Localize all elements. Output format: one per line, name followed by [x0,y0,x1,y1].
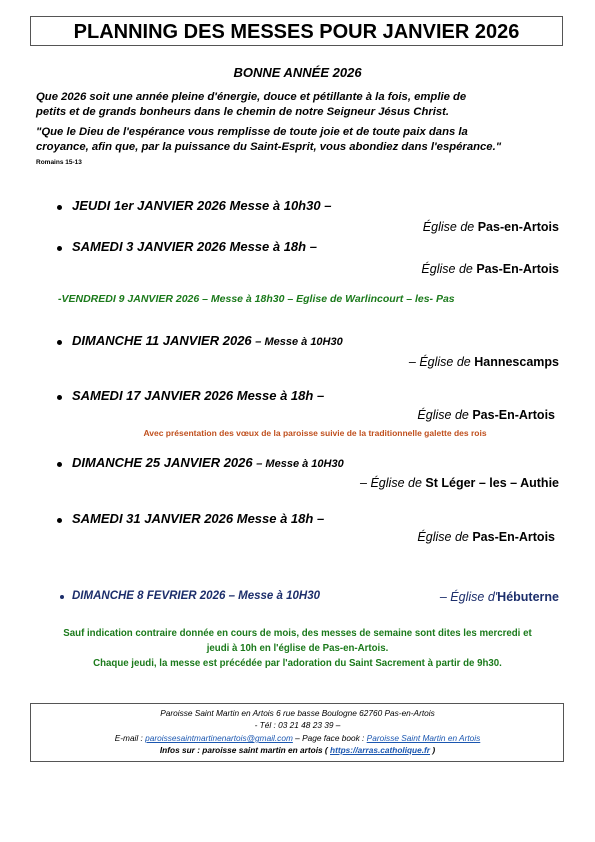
mass-church: – Église de St Léger – les – Authie [360,476,559,490]
bullet-icon [57,395,62,400]
footer-infos: Infos sur : paroisse saint martin en artois ( https://arras.catholique.fr ) [159,745,436,755]
email-link[interactable]: paroissesaintmartinenartois@gmail.com [145,733,293,743]
weekday-note-line-3: Chaque jeudi, la messe est précédée par l'adoration du Saint Sacrement à partir de 9h30. [93,658,502,669]
greeting-title: BONNE ANNÉE 2026 [233,65,362,80]
intro-line-1: Que 2026 soit une année pleine d'énergie, douce et pétillante à la fois, emplie de [36,91,467,103]
page-title: PLANNING DES MESSES POUR JANVIER 2026 [30,16,563,46]
bullet-icon [57,340,62,345]
bullet-icon [57,205,62,210]
mass-church: Église de Pas-En-Artois [417,408,555,422]
intro-line-2: petits et de grands bonheurs dans le chemin de notre Seigneur Jésus Christ. [36,106,450,118]
bullet-icon [57,462,62,467]
galette-note: Avec présentation des vœux de la paroisse suivie de la traditionnelle galette des rois [143,428,487,438]
bullet-icon [57,246,62,251]
mass-church: Église de Pas-En-Artois [421,262,559,276]
footer-contacts: E-mail : paroissesaintmartinenartois@gmail.com – Page face book : Paroisse Saint Martin en Artois [114,733,481,743]
friday-mass-note: -VENDREDI 9 JANVIER 2026 – Messe à 18h30 – Eglise de Warlincourt – les- Pas [58,293,455,305]
footer-phone: - Tél : 03 21 48 23 39 – [254,720,341,730]
bullet-icon [57,518,62,523]
weekday-note-line-2: jeudi à 10h en l'église de Pas-en-Artois. [206,643,389,654]
bible-reference: Romains 15-13 [36,159,82,166]
mass-church: Église de Pas-en-Artois [422,220,559,234]
mass-date: SAMEDI 17 JANVIER 2026 Messe à 18h – [72,388,325,403]
mass-date: SAMEDI 3 JANVIER 2026 Messe à 18h – [72,239,317,254]
mass-date: DIMANCHE 11 JANVIER 2026 – Messe à 10H30 [72,333,343,348]
footer-address: Paroisse Saint Martin en Artois 6 rue basse Boulogne 62760 Pas-en-Artois [160,708,435,718]
mass-date: DIMANCHE 25 JANVIER 2026 – Messe à 10H30 [72,455,344,470]
mass-date: DIMANCHE 8 FEVRIER 2026 – Messe à 10H30 [72,590,320,602]
quote-line-2: croyance, afin que, par la puissance du Saint-Esprit, vous abondiez dans l'espérance." [36,141,502,153]
website-link[interactable]: https://arras.catholique.fr [330,745,431,755]
facebook-link[interactable]: Paroisse Saint Martin en Artois [366,733,481,743]
mass-church: – Église de Hannescamps [408,355,559,369]
mass-church: Église de Pas-En-Artois [417,530,555,544]
mass-date: SAMEDI 31 JANVIER 2026 Messe à 18h – [72,511,325,526]
mass-date: JEUDI 1er JANVIER 2026 Messe à 10h30 – [72,198,332,213]
bullet-icon [60,595,64,599]
quote-line-1: "Que le Dieu de l'espérance vous remplisse de toute joie et de toute paix dans la [36,126,468,138]
mass-church: – Église d'Hébuterne [439,590,559,604]
weekday-note-line-1: Sauf indication contraire donnée en cours de mois, des messes de semaine sont dites les mercredi et [63,628,532,639]
